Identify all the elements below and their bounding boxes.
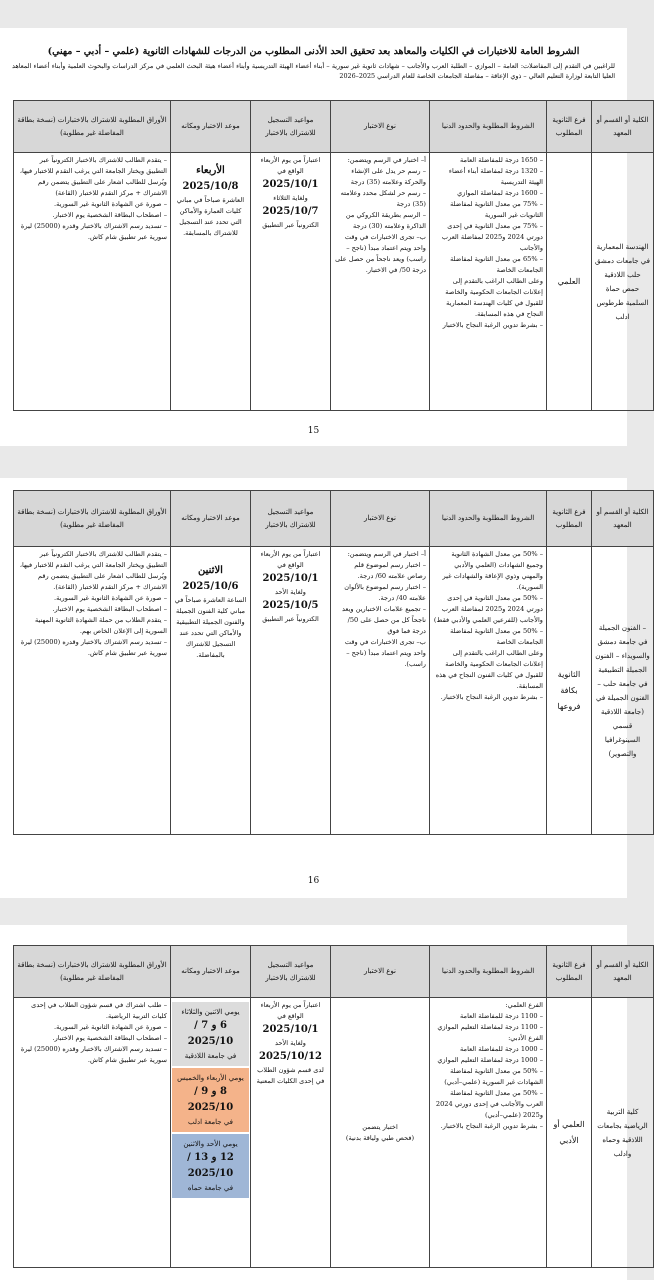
condition-line: – 50% من معدل الثانوية في إحدى دورتي 2024 و2025 لمفاضلة العرب والأجانب (للفرعين العلمي والأدبي فقط) [433, 594, 543, 624]
document-line: – يتقدم الطالب للاشتراك بالاختبار الكترونياً عبر التطبيق ويختار الجامعة التي يرغب التقدم للاختبار فيها، ويُرسل للطالب اشعار على التطبيق يتضمن رقم الاشتراك + مركز التقدم للاختبار (القاعة). [19, 550, 167, 591]
registration-end-date: 2025/10/5 [262, 600, 319, 611]
registration-start-date: 2025/10/1 [262, 179, 319, 190]
exam-slot-place: في جامعة ادلب [187, 1118, 234, 1126]
condition-line: – 1100 درجة للمفاضلة العامة [460, 1012, 543, 1020]
page-number: 16 [307, 876, 320, 886]
document-line: – اصطحاب البطاقة الشخصية يوم الاختبار. [52, 211, 167, 219]
registration-line: الكترونياً عبر التطبيق [262, 615, 319, 623]
exam-line: ب– تجرى الاختبارات في وقت واحد ويتم اعتماد مبدأ (ناجح – راسب). [344, 638, 426, 668]
exam-line: – رسم حر لشكل محدد وعلامته (35) درجة [340, 189, 426, 208]
exam-slot-dates: 12 و 13 / 2025/10 [187, 1152, 234, 1179]
exam-day: الأربعاء [196, 165, 225, 176]
document-line: – صورة عن الشهادة الثانوية غير السورية. [54, 200, 167, 208]
exam-line: – تجميع علامات الاختبارين ويعد ناجحاً كل من حصل على 50/ درجة فما فوق [341, 605, 426, 635]
registration-line: ولغاية الأحد [275, 588, 306, 596]
requirements-table [13, 490, 654, 835]
col-documents: الأوراق المطلوبة للاشتراك بالاختبارات (نسخة بطاقة المفاضلة غير مطلوبة) [14, 101, 171, 153]
document-line: – صورة عن الشهادة الثانوية غير السورية. [54, 1023, 167, 1031]
condition-line: – 50% من معدل الثانوية لمفاضلة الجامعات الخاصة [450, 627, 543, 646]
cell-branch: العلمي [547, 153, 592, 411]
exam-slot-days: يومي الاثنين والثلاثاء [181, 1008, 240, 1016]
exam-slot-days: يومي الأربعاء والخميس [177, 1074, 244, 1082]
cell-exam-type [331, 998, 430, 1268]
document-page-16 [0, 478, 650, 898]
col-exam-type: نوع الاختبار [331, 491, 430, 547]
condition-line: – 75% من معدل الثانوية لمفاضلة الثانويات غير السورية [450, 200, 543, 219]
exam-line: ب– تجرى الاختبارات في وقت واحد ويتم اعتماد مبدأ (ناجح – راسب) ويعد ناجحاً من حصل على درجة 50/ في الاختبار. [335, 233, 426, 274]
registration-start-date: 2025/10/1 [262, 573, 319, 584]
table-row [14, 547, 654, 835]
cell-registration [251, 547, 331, 835]
registration-line: اعتباراً من يوم الأربعاء الواقع في [260, 156, 321, 175]
cell-registration [251, 998, 331, 1268]
cell-conditions [430, 547, 547, 835]
exam-date: 2025/10/6 [182, 581, 239, 592]
cell-exam-date [171, 153, 251, 411]
exam-line: – اختبار رسم لموضوع قلم رصاص علامته 60/ درجة. [354, 561, 426, 580]
col-documents: الأوراق المطلوبة للاشتراك بالاختبارات (نسخة بطاقة المفاضلة غير مطلوبة) [14, 946, 171, 998]
exam-line: – اختبار رسم لموضوع بالألوان علامته 40/ درجة. [344, 583, 426, 602]
exam-slot-place: في جامعة اللاذقية [184, 1052, 237, 1060]
cell-exam-type [331, 547, 430, 835]
document-line: – اصطحاب البطاقة الشخصية يوم الاختبار. [52, 605, 167, 613]
requirements-table [13, 100, 654, 411]
page-title: الشروط العامة للاختبارات في الكليات والمعاهد بعد تحقيق الحد الأدنى المطلوب من الدرجات للشهادات الثانوية (علمي – أدبي – مهني) [47, 46, 580, 57]
cell-faculty: الهندسة المعمارية في جامعات دمشق حلب اللاذقية حمص حماة السلمية طرطوس ادلب [592, 153, 654, 411]
exam-line: – رسم حر يدل على الإنشاء والحركة وعلامته (35) درجة [350, 167, 426, 186]
col-faculty: الكلية أو القسم أو المعهد [592, 946, 654, 998]
exam-line: (فحص طبي ولياقة بدنية) [345, 1133, 415, 1142]
condition-line: – 50% من معدل الثانوية لمفاضلة الشهادات غير السورية (علمي–أدبي) [444, 1067, 543, 1086]
document-line: – صورة عن الشهادة الثانوية غير السورية. [54, 594, 167, 602]
condition-line: – بشرط تدوين الرغبة النجاح بالاختبار. [440, 693, 543, 701]
exam-line: – الرسم بطريقة الكروكي من الذاكرة وعلامته (30) درجة [345, 211, 426, 230]
col-conditions: الشروط المطلوبة والحدود الدنيا [430, 101, 547, 153]
document-line: – طلب اشتراك في قسم شؤون الطلاب في إحدى كليات التربية الرياضية. [31, 1001, 167, 1020]
condition-line: – بشرط تدوين الرغبة النجاح بالاختبار [442, 321, 543, 329]
registration-line: الكترونياً عبر التطبيق [262, 221, 319, 229]
col-registration: مواعيد التسجيل للاشتراك بالاختبار [251, 946, 331, 998]
exam-slot-hama [172, 1134, 249, 1198]
exam-day: الاثنين [198, 565, 223, 576]
registration-line: لدى قسم شؤون الطلاب في إحدى الكليات المعنية [256, 1066, 325, 1085]
registration-line: ولغاية الثلاثاء [273, 194, 308, 202]
cell-registration [251, 153, 331, 411]
cell-conditions [430, 153, 547, 411]
condition-line: وعلى الطالب الراغب بالتقدم إلى إعلانات الجامعات الحكومية والخاصة للقبول في كليات الهندسة المعمارية النجاح في هذه المسابقة. [445, 277, 543, 318]
document-line: – تسديد رسم الاشتراك بالاختبار وقدره (25000) ليرة سورية عبر تطبيق شام كاش. [20, 638, 167, 657]
cell-exam-date [171, 998, 251, 1268]
condition-line: – 1100 درجة لمفاضلة التعليم الموازي [437, 1023, 543, 1031]
condition-line: – 1000 درجة لمفاضلة التعليم الموازي [437, 1056, 543, 1064]
cell-branch: الثانوية بكافة فروعها [547, 547, 592, 835]
exam-slot-place: في جامعة حماه [187, 1184, 234, 1192]
col-documents: الأوراق المطلوبة للاشتراك بالاختبارات (نسخة بطاقة المفاضلة غير مطلوبة) [14, 491, 171, 547]
condition-line: الفرع الأدبي: [508, 1034, 543, 1042]
registration-line: اعتباراً من يوم الأربعاء الواقع في [260, 1001, 321, 1020]
registration-end-date: 2025/10/12 [259, 1051, 322, 1062]
cell-branch: العلمي أو الأدبي [547, 998, 592, 1268]
condition-line: – بشرط تدوين الرغبة النجاح بالاختبار. [440, 1122, 543, 1130]
condition-line: – 1320 درجة لمفاضلة أبناء أعضاء الهيئة التدريسية [448, 167, 543, 186]
condition-line: – 1600 درجة لمفاضلة الموازي [457, 189, 543, 197]
registration-start-date: 2025/10/1 [262, 1024, 319, 1035]
col-branch: فرع الثانوية المطلوب [547, 491, 592, 547]
exam-place: العاشرة صباحاً في مباني كليات العمارة والأماكن التي تحدد عند التسجيل للاشتراك بالمسابقة. [176, 196, 245, 237]
document-line: – يتقدم الطلاب من حملة الشهادة الثانوية المهنية السورية إلى الإعلان الخاص بهم. [34, 616, 167, 635]
registration-line: ولغاية الأحد [275, 1039, 306, 1047]
document-line: – اصطحاب البطاقة الشخصية يوم الاختبار. [52, 1034, 167, 1042]
col-registration: مواعيد التسجيل للاشتراك بالاختبار [251, 491, 331, 547]
condition-line: – 50% من معدل الثانوية لمفاضلة العرب والأجانب في إحدى دورتي 2024 و2025 (علمي–أدبي) [435, 1089, 543, 1119]
exam-line: اختبار يتضمن [362, 1122, 398, 1131]
cell-conditions [430, 998, 547, 1268]
document-page-15 [0, 28, 650, 446]
cell-documents [14, 153, 171, 411]
exam-slot-dates: 6 و 7 / 2025/10 [187, 1020, 234, 1047]
col-faculty: الكلية أو القسم أو المعهد [592, 491, 654, 547]
col-exam-type: نوع الاختبار [331, 101, 430, 153]
page-number: 15 [307, 426, 320, 436]
cell-exam-type [331, 153, 430, 411]
col-branch: فرع الثانوية المطلوب [547, 946, 592, 998]
exam-slot-lattakia [172, 1002, 249, 1066]
col-exam-date: موعد الاختبار ومكانه [171, 946, 251, 998]
condition-line: – 65% من معدل الثانوية لمفاضلة الجامعات الخاصة [450, 255, 543, 274]
col-conditions: الشروط المطلوبة والحدود الدنيا [430, 491, 547, 547]
registration-end-date: 2025/10/7 [262, 206, 319, 217]
document-line: – يتقدم الطالب للاشتراك بالاختبار الكترونياً عبر التطبيق ويختار الجامعة التي يرغب التقدم للاختبار فيها، ويُرسل للطالب اشعار على التطبيق يتضمن رقم الاشتراك + مركز التقدم للاختبار (القاعة) [19, 156, 167, 197]
condition-line: – 1000 درجة للمفاضلة العامة [460, 1045, 543, 1053]
registration-line: اعتباراً من يوم الأربعاء الواقع في [260, 550, 321, 569]
col-conditions: الشروط المطلوبة والحدود الدنيا [430, 946, 547, 998]
document-page-17 [0, 925, 649, 1280]
table-row [14, 153, 654, 411]
table-row [14, 998, 654, 1268]
document-line: – تسديد رسم الاشتراك بالاختبار وقدره (25000) ليرة سورية عبر تطبيق شام كاش. [20, 222, 167, 241]
col-branch: فرع الثانوية المطلوب [547, 101, 592, 153]
cell-documents [14, 998, 171, 1268]
exam-slot-dates: 8 و 9 / 2025/10 [187, 1086, 234, 1113]
col-exam-date: موعد الاختبار ومكانه [171, 101, 251, 153]
col-exam-type: نوع الاختبار [331, 946, 430, 998]
condition-line: – 1650 درجة للمفاضلة العامة [460, 156, 543, 164]
exam-date: 2025/10/8 [182, 181, 239, 192]
cell-faculty: كلية التربية الرياضية بجامعات اللاذقية وحماه وادلب [592, 998, 654, 1268]
exam-slot-idlib [172, 1068, 249, 1132]
exam-line: أ– اختبار في الرسم ويتضمن: [347, 550, 426, 558]
condition-line: الفرع العلمي: [505, 1001, 543, 1009]
exam-line: أ– اختبار في الرسم ويتضمن: [347, 156, 426, 164]
col-registration: مواعيد التسجيل للاشتراك بالاختبار [251, 101, 331, 153]
page-subtitle: للراغبين في التقدم إلى المفاضلات: العامة – الموازي – الطلبة العرب والأجانب – شهادات ثانوية غير سورية – أبناء أعضاء الهيئة التدريسية وأبناء أعضاء هيئة البحث العلمي في مركز الدراسات والبحوث العلمية وأبناء أعضاء المعاهد العليا التابعة لوزارة التعليم العالي – ذوي الإعاقة – مفاضلة الجامعات الخاصة للعام الدراسي 2025–2026 [12, 62, 615, 80]
condition-line: وعلى الطالب الراغب بالتقدم إلى إعلانات الجامعات الحكومية والخاصة للقبول في كليات الفنون النجاح في هذه المسابقة. [435, 649, 543, 690]
exam-place: الساعة العاشرة صباحاً في مباني كلية الفنون الجميلة والفنون الجميلة التطبيقية والأماكن التي تحدد عند التسجيل للاشتراك بالمفاضلة. [174, 596, 247, 659]
cell-exam-date [171, 547, 251, 835]
requirements-table [13, 945, 654, 1268]
exam-slot-days: يومي الأحد والاثنين [183, 1140, 238, 1148]
col-exam-date: موعد الاختبار ومكانه [171, 491, 251, 547]
cell-faculty: – الفنون الجميلة في جامعة دمشق والسويداء – الفنون الجميلة التطبيقية في جامعة حلب – الفنون الجميلة في (جامعة اللاذقية قسمي السينوغرافيا والتصوير) [592, 547, 654, 835]
condition-line: – 50% من معدل الشهادة الثانوية وجميع الشهادات (العلمي والأدبي والمهني وذوي الإعاقة والشهادات غير السورية). [442, 550, 543, 591]
document-line: – تسديد رسم الاشتراك بالاختبار وقدره (25000) ليرة سورية عبر تطبيق شام كاش. [20, 1045, 167, 1064]
col-faculty: الكلية أو القسم أو المعهد [592, 101, 654, 153]
cell-documents [14, 547, 171, 835]
condition-line: – 75% من معدل الثانوية في إحدى دورتي 2024 و2025 لمفاضلة العرب والأجانب [441, 222, 543, 252]
